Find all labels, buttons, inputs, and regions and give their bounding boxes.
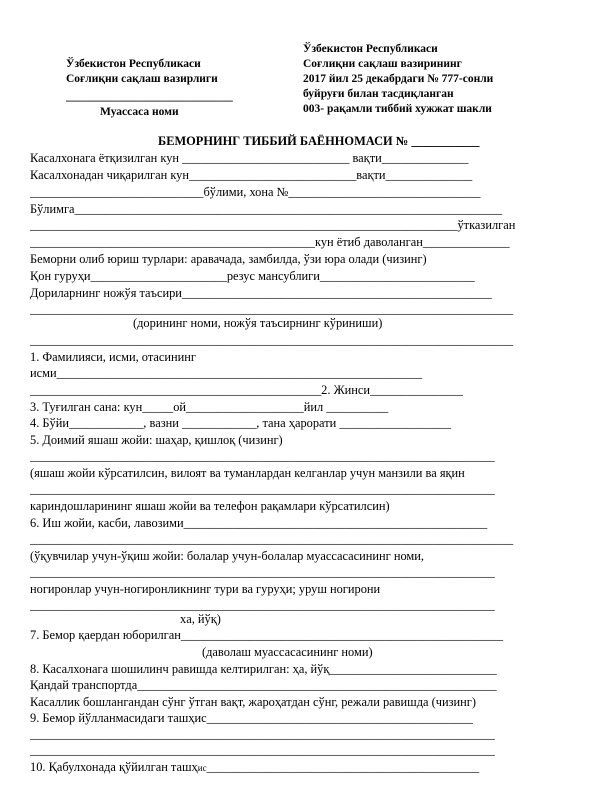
- gender-line: _______________________________________________2. Жинси_______________: [30, 383, 463, 397]
- institution-caption: Муассаса номи: [100, 106, 179, 118]
- birth-date-line: 3. Туғилган сана: кун_____ой___________________йил __________: [30, 400, 389, 414]
- discharge-date-line: Касалхонадан чиқарилган кун___________________________вақти______________: [30, 168, 473, 182]
- blank-line: ___________________________________________________________________________: [30, 565, 495, 579]
- residence-caption-1: (яшаш жойи кўрсатилсин, вилоят ва туманлардан келганлар учун манзили ва яқин: [30, 466, 465, 480]
- workplace-line: 6. Иш жойи, касби, лавозими_________________________________________________: [30, 516, 488, 530]
- emergency-line: 8. Касалхонага шошилинч равишда келтирилган: ҳа, йўқ___________________________: [30, 662, 497, 676]
- drug-side-effects-line: Дориларнинг ножўя таъсири__________________________________________________: [30, 286, 492, 300]
- transport-line: Қандай транспортда__________________________________________________________: [30, 678, 497, 692]
- reception-diagnosis-suffix: ис: [197, 763, 207, 773]
- referral-diagnosis-line: 9. Бемор йўлланмасидаги ташҳис___________________________________________: [30, 711, 473, 725]
- approval-line-1: Ўзбекистон Республикаси: [303, 43, 438, 55]
- ministry-line-2: Соғлиқни сақлаш вазирлиги: [66, 73, 218, 85]
- drug-caption: (дорининг номи, ножўя таъсирнинг кўриниши): [133, 316, 383, 330]
- workplace-caption-2: ногиронлар учун-ногиронликнинг тури ва гуруҳи; уруш ногирони: [30, 582, 381, 596]
- transport-types-line: Беморни олиб юриш турлари: аравачада, замбилда, ўзи юра олади (чизинг): [30, 252, 427, 266]
- institution-blank: _____________________________: [66, 91, 233, 103]
- time-since-onset-line: Касаллик бошлангандан сўнг ўтган вақт, жароҳатдан сўнг, режали равишда (чизинг): [30, 695, 476, 709]
- veteran-yes-no: хa, йўқ): [180, 612, 221, 626]
- blank-line: ______________________________________________________________________________: [30, 333, 514, 347]
- approval-line-2: Соғлиқни сақлаш вазирининг: [303, 58, 462, 70]
- document-title: БЕМОРНИНГ ТИББИЙ БАЁННОМАСИ № ___________: [158, 134, 480, 148]
- full-name-label: 1. Фамилияси, исми, отасининг: [30, 350, 196, 364]
- blood-group-line: Қон гуруҳи______________________резус мансублиги_________________________: [30, 269, 475, 283]
- approval-line-5: 003- рақамли тиббий хужжат шакли: [303, 103, 492, 115]
- days-treated-line: ______________________________________________кун ётиб даволанган______________: [30, 235, 510, 249]
- workplace-caption-1: (ўқувчилар учун-ўқиш жойи: болалар учун-болалар муассасасининг номи,: [30, 549, 424, 563]
- name-line: исми___________________________________________________________: [30, 366, 423, 380]
- referred-from-line: 7. Бемор қаердан юборилган____________________________________________________: [30, 628, 504, 642]
- height-weight-line: 4. Бўйи____________, вазни ____________, тана ҳарорати __________________: [30, 416, 451, 430]
- approval-line-4: буйруғи билан тасдиқланган: [303, 88, 454, 100]
- blank-line: ___________________________________________________________________________: [30, 482, 495, 496]
- ministry-line-1: Ўзбекистон Республикаси: [66, 58, 201, 70]
- blank-line: ______________________________________________________________________________: [30, 532, 514, 546]
- transferred-line: _____________________________________________________________________ўтказилган: [30, 218, 516, 232]
- reception-diagnosis-line: [30, 760, 479, 776]
- blank-line: ___________________________________________________________________________: [30, 598, 495, 612]
- blank-line: ___________________________________________________________________________: [30, 449, 495, 463]
- blank-line: ___________________________________________________________________________: [30, 743, 495, 757]
- transfer-line: Бўлимга_____________________________________________________________________: [30, 202, 503, 216]
- admission-date-line: Касалхонага ётқизилган кун ___________________________ вақти______________: [30, 151, 469, 165]
- blank-line: ______________________________________________________________________________: [30, 302, 514, 316]
- residence-caption-2: кариндошларининг яшаш жойи ва телефон рақамлари кўрсатилсин): [30, 499, 390, 513]
- reception-diagnosis-label: 10. Қабулхонада қўйилган ташҳ: [30, 760, 198, 774]
- referral-caption: (даволаш муассасасининг номи): [202, 645, 373, 659]
- department-room-line: ____________________________бўлими, хона №_______________________________: [30, 185, 481, 199]
- approval-line-3: 2017 йил 25 декабрдаги № 777-сонли: [303, 73, 494, 85]
- blank-line: ___________________________________________________________________________: [30, 727, 495, 741]
- reception-diagnosis-blank: ____________________________________________: [206, 760, 480, 774]
- residence-label: 5. Доимий яшаш жойи: шаҳар, қишлоқ (чизинг): [30, 433, 283, 447]
